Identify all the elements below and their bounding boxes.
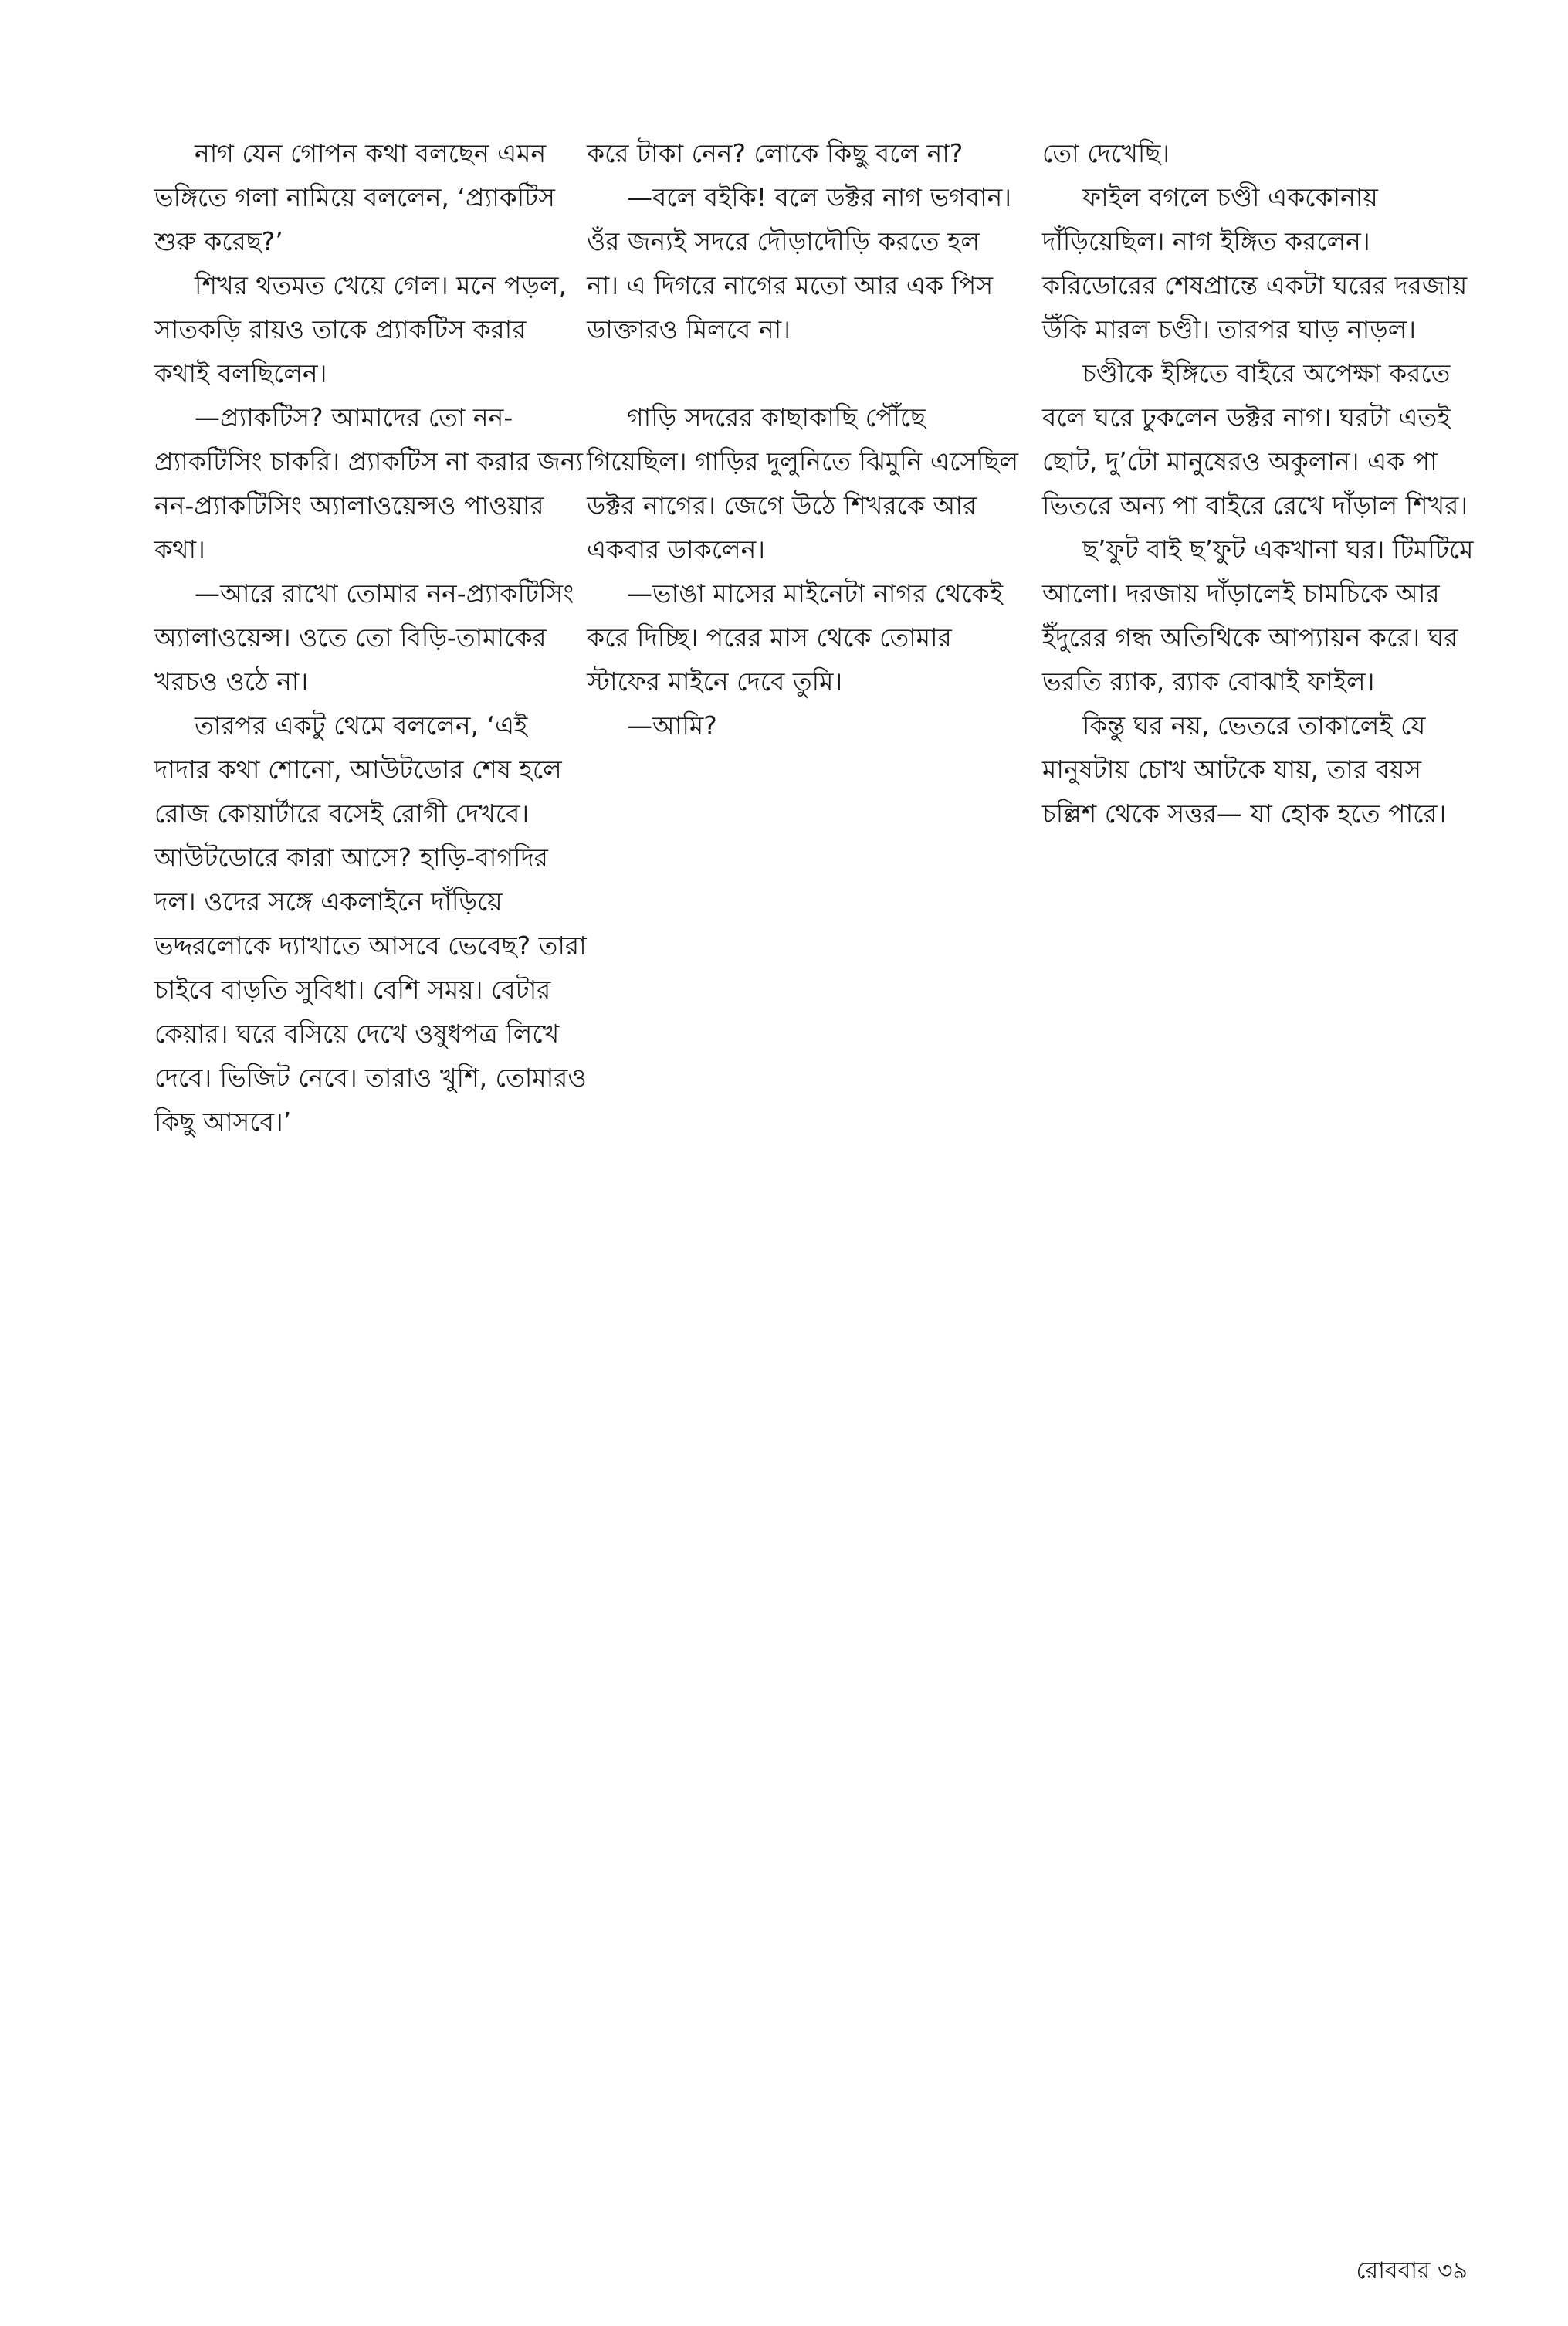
paragraph: —আমি? <box>627 710 717 741</box>
paragraph: করে টাকা নেন? লোকে কিছু বলে না? <box>587 138 963 168</box>
paragraph: তারপর একটু থেমে বললেন, ‘এই দাদার কথা শোনো, আউটডোর শেষ হলে রোজ কোয়ার্টারে বসেই রোগী দেখবে। আউটডোরে কারা আসে? হাড়ি-বাগদির দল। ওদের সঙ্গে একলাইনে দাঁড়িয়ে ভদ্দরলোকে দ্যাখাতে আসবে ভেবেছ? তারা চাইবে বাড়তি সুবিধা। বেশি সময়। বেটার কেয়ার। ঘরে বসিয়ে দেখে ওষুধপত্র লিখে দেবে। ভিজিট নেবে। তারাও খুশি, তোমারও কিছু আসবে।’ <box>154 710 587 1137</box>
paragraph: তো দেখেছি। <box>1042 138 1170 168</box>
paragraph: ছ’ফুট বাই ছ’ফুট একখানা ঘর। টিমটিমে আলো। দরজায় দাঁড়ালেই চামচিকে আর ইঁদুরের গন্ধ অতিথিকে আপ্যায়ন করে। ঘর ভরতি র‍্যাক, র‍্যাক বোঝাই ফাইল। <box>1042 534 1474 697</box>
paragraph: শিখর থতমত খেয়ে গেল। মনে পড়ল, সাতকড়ি রায়ও তাকে প্র্যাকটিস করার কথাই বলছিলেন। <box>154 270 567 388</box>
text-column-2 <box>587 131 1019 748</box>
page-footer: রোববার ৩৯ <box>1356 2257 1468 2284</box>
paragraph: নাগ যেন গোপন কথা বলছেন এমন ভঙ্গিতে গলা নামিয়ে বললেন, ‘প্র্যাকটিস শুরু করেছ?’ <box>154 138 555 256</box>
paragraph: কিন্তু ঘর নয়, ভেতরে তাকালেই যে মানুষটায় চোখ আটকে যায়, তার বয়স চল্লিশ থেকে সত্তর— যা হোক হতে পারে। <box>1042 710 1447 829</box>
paragraph: —বলে বইকি! বলে ডক্টর নাগ ভগবান। ওঁর জন্যই সদরে দৌড়াদৌড়ি করতে হল না। এ দিগরে নাগের মতো আর এক পিস ডাক্তারও মিলবে না। <box>587 182 1012 344</box>
paragraph: —ভাঙা মাসের মাইনেটা নাগর থেকেই করে দিচ্ছি। পরের মাস থেকে তোমার স্টাফের মাইনে দেবে তুমি। <box>587 578 1003 697</box>
paragraph: চণ্ডীকে ইঙ্গিতে বাইরে অপেক্ষা করতে বলে ঘরে ঢুকলেন ডক্টর নাগ। ঘরটা এতই ছোট, দু’টো মানুষেরও অকুলান। এক পা ভিতরে অন্য পা বাইরে রেখে দাঁড়াল শিখর। <box>1042 358 1468 520</box>
paragraph: গাড়ি সদরের কাছাকাছি পৌঁছে গিয়েছিল। গাড়ির দুলুনিতে ঝিমুনি এসেছিল ডক্টর নাগের। জেগে উঠে শিখরকে আর একবার ডাকলেন। <box>587 402 1019 565</box>
paragraph: ফাইল বগলে চণ্ডী এককোনায় দাঁড়িয়েছিল। নাগ ইঙ্গিত করলেন। করিডোরের শেষপ্রান্তে একটা ঘরের দরজায় উঁকি মারল চণ্ডী। তারপর ঘাড় নাড়ল। <box>1042 182 1468 344</box>
text-column-1 <box>154 131 587 1144</box>
text-column-3 <box>1042 131 1475 836</box>
paragraph: —প্র্যাকটিস? আমাদের তো নন-প্র্যাকটিসিং চাকরি। প্র্যাকটিস না করার জন্য নন-প্র্যাকটিসিং অ্যালাওয়েন্সও পাওয়ার কথা। <box>154 402 584 565</box>
paragraph: —আরে রাখো তোমার নন-প্র্যাকটিসিং অ্যালাওয়েন্স। ওতে তো বিড়ি-তামাকের খরচও ওঠে না। <box>154 578 574 697</box>
